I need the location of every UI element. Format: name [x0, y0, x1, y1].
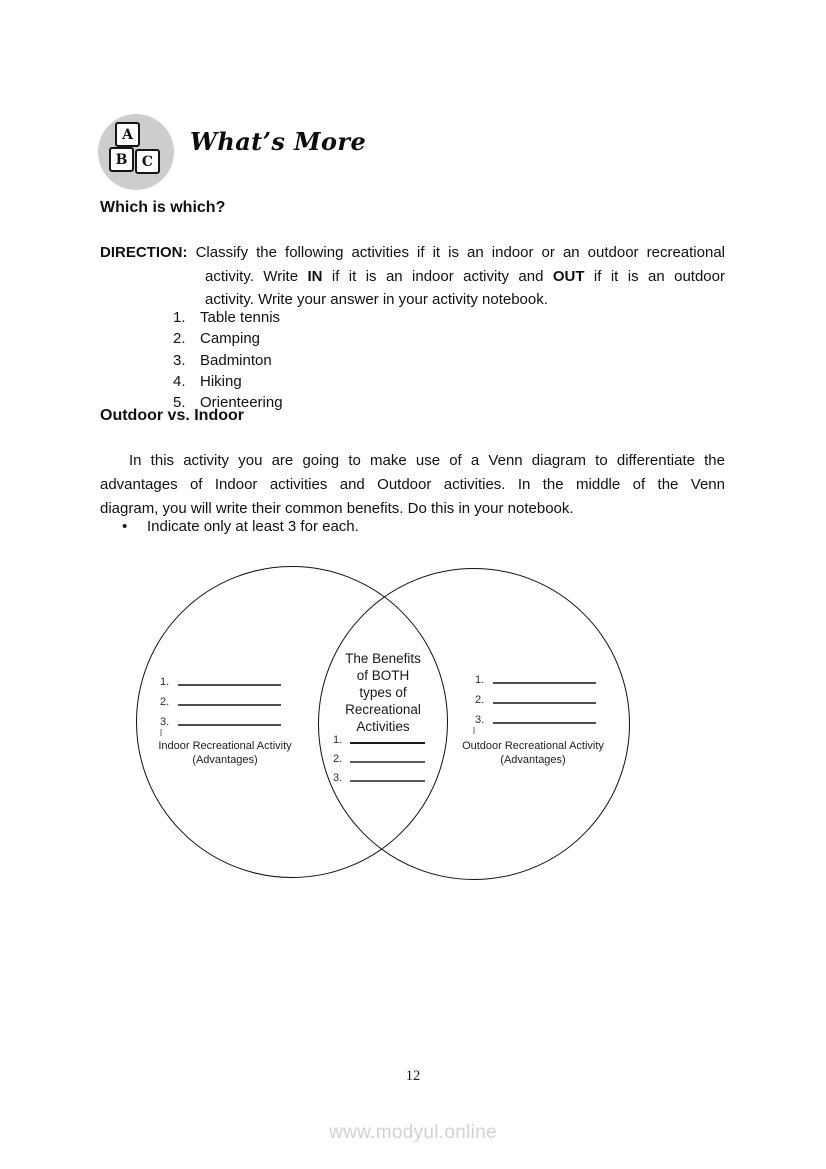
direction-line-3: activity. Write your answer in your activity notebook.: [205, 291, 548, 308]
abc-block-b: [109, 147, 134, 172]
indoor-label-line-2: (Advantages): [192, 753, 258, 766]
abc-block-b-letter: B: [115, 151, 128, 168]
instruction-bullet: [122, 516, 359, 537]
both-blank-list: [333, 728, 425, 785]
blank-number: 1.: [475, 674, 485, 686]
abc-block-c: [135, 149, 160, 174]
list-item-label: Table tennis: [200, 309, 281, 326]
blank-number: 2.: [160, 696, 170, 708]
direction-text-2c: if it is an outdoor: [584, 267, 725, 285]
bullet-text: Indicate only at least 3 for each.: [147, 518, 359, 535]
direction-keyword-in: IN: [307, 267, 323, 285]
list-item-number: 4.: [173, 372, 186, 390]
abc-blocks-icon: [98, 114, 174, 190]
blank-line: [350, 728, 425, 744]
direction-line-1: [100, 241, 725, 265]
list-item-label: Badminton: [200, 351, 272, 369]
blank-line: [350, 747, 425, 763]
blank-line: [350, 766, 425, 782]
abc-block-a-letter: A: [122, 126, 133, 143]
blank-row: [475, 688, 596, 708]
blank-line: [493, 708, 596, 724]
blank-row: [160, 710, 281, 730]
direction-block: [100, 241, 725, 312]
activity-list: [173, 307, 283, 413]
bullet-icon: •: [122, 518, 128, 535]
blank-number: 1.: [160, 676, 170, 688]
direction-text-2b: if it is an indoor activity and: [322, 267, 553, 285]
blank-number: 3.: [160, 716, 170, 728]
list-item: [173, 350, 283, 371]
middle-title-line: types of: [359, 685, 407, 700]
list-item: [173, 307, 283, 328]
outdoor-blank-list: [475, 668, 596, 728]
list-item: [173, 371, 283, 392]
activity-title-outdoor-vs-indoor: Outdoor vs. Indoor: [100, 407, 244, 424]
venn-instructions: [100, 449, 725, 521]
cursor-tick-left: [160, 729, 162, 736]
blank-row: [160, 690, 281, 710]
direction-keyword-out: OUT: [552, 267, 585, 285]
list-item-number: 5.: [173, 394, 186, 412]
venn-diagram: [136, 566, 633, 884]
list-item-label: Camping: [200, 330, 261, 348]
section-heading: What’s More: [190, 127, 367, 156]
blank-line: [493, 668, 596, 684]
blank-row: [333, 728, 425, 747]
list-item-number: 1.: [173, 309, 186, 326]
direction-line-2: [205, 265, 725, 289]
blank-number: 3.: [475, 714, 485, 726]
abc-block-a: [115, 122, 140, 147]
outdoor-label-line-1: Outdoor Recreational Activity: [462, 740, 604, 752]
blank-line: [178, 670, 281, 686]
list-item-label: Hiking: [200, 372, 242, 390]
blank-number: 2.: [475, 694, 485, 706]
activity-title: Which is which?: [100, 199, 226, 216]
blank-row: [475, 668, 596, 688]
middle-title-line: Recreational: [345, 702, 421, 717]
instructions-line-2: advantages of Indoor activities and Outdoor activities. In the middle of the Venn: [100, 476, 725, 493]
watermark: www.modyul.online: [329, 1122, 497, 1143]
indoor-circle-label: [145, 740, 305, 767]
blank-row: [160, 670, 281, 690]
page-number: 12: [405, 1068, 421, 1084]
indoor-blank-list: [160, 670, 281, 730]
middle-title-line: of BOTH: [356, 668, 410, 683]
blank-row: [333, 747, 425, 766]
blank-line: [178, 710, 281, 726]
blank-number: 2.: [333, 753, 343, 765]
blank-row: [475, 708, 596, 728]
venn-middle-title: [318, 650, 448, 735]
direction-text-1: Classify the following activities if it is an indoor or an outdoor recreational: [195, 244, 725, 261]
outdoor-label-line-2: (Advantages): [500, 753, 566, 766]
list-item-label: Orienteering: [200, 394, 283, 412]
list-item-number: 3.: [173, 351, 186, 369]
direction-text-2a: activity. Write: [205, 267, 308, 285]
middle-title-line: Activities: [356, 719, 410, 734]
blank-number: 3.: [333, 772, 343, 784]
list-item-number: 2.: [173, 330, 186, 348]
abc-block-c-letter: C: [141, 153, 154, 170]
indoor-label-line-1: Indoor Recreational Activity: [158, 740, 292, 752]
blank-line: [493, 688, 596, 704]
instructions-line-3: diagram, you will write their common benefits. Do this in your notebook.: [100, 500, 574, 517]
middle-title-line: The Benefits: [345, 651, 421, 666]
cursor-tick-right: [473, 727, 475, 734]
blank-line: [178, 690, 281, 706]
blank-number: 1.: [333, 734, 343, 746]
list-item: [173, 328, 283, 349]
outdoor-circle-label: [453, 740, 613, 767]
direction-label: DIRECTION:: [100, 244, 188, 261]
blank-row: [333, 766, 425, 785]
instructions-line-1: In this activity you are going to make use of a Venn diagram to differentiate the: [129, 452, 725, 469]
